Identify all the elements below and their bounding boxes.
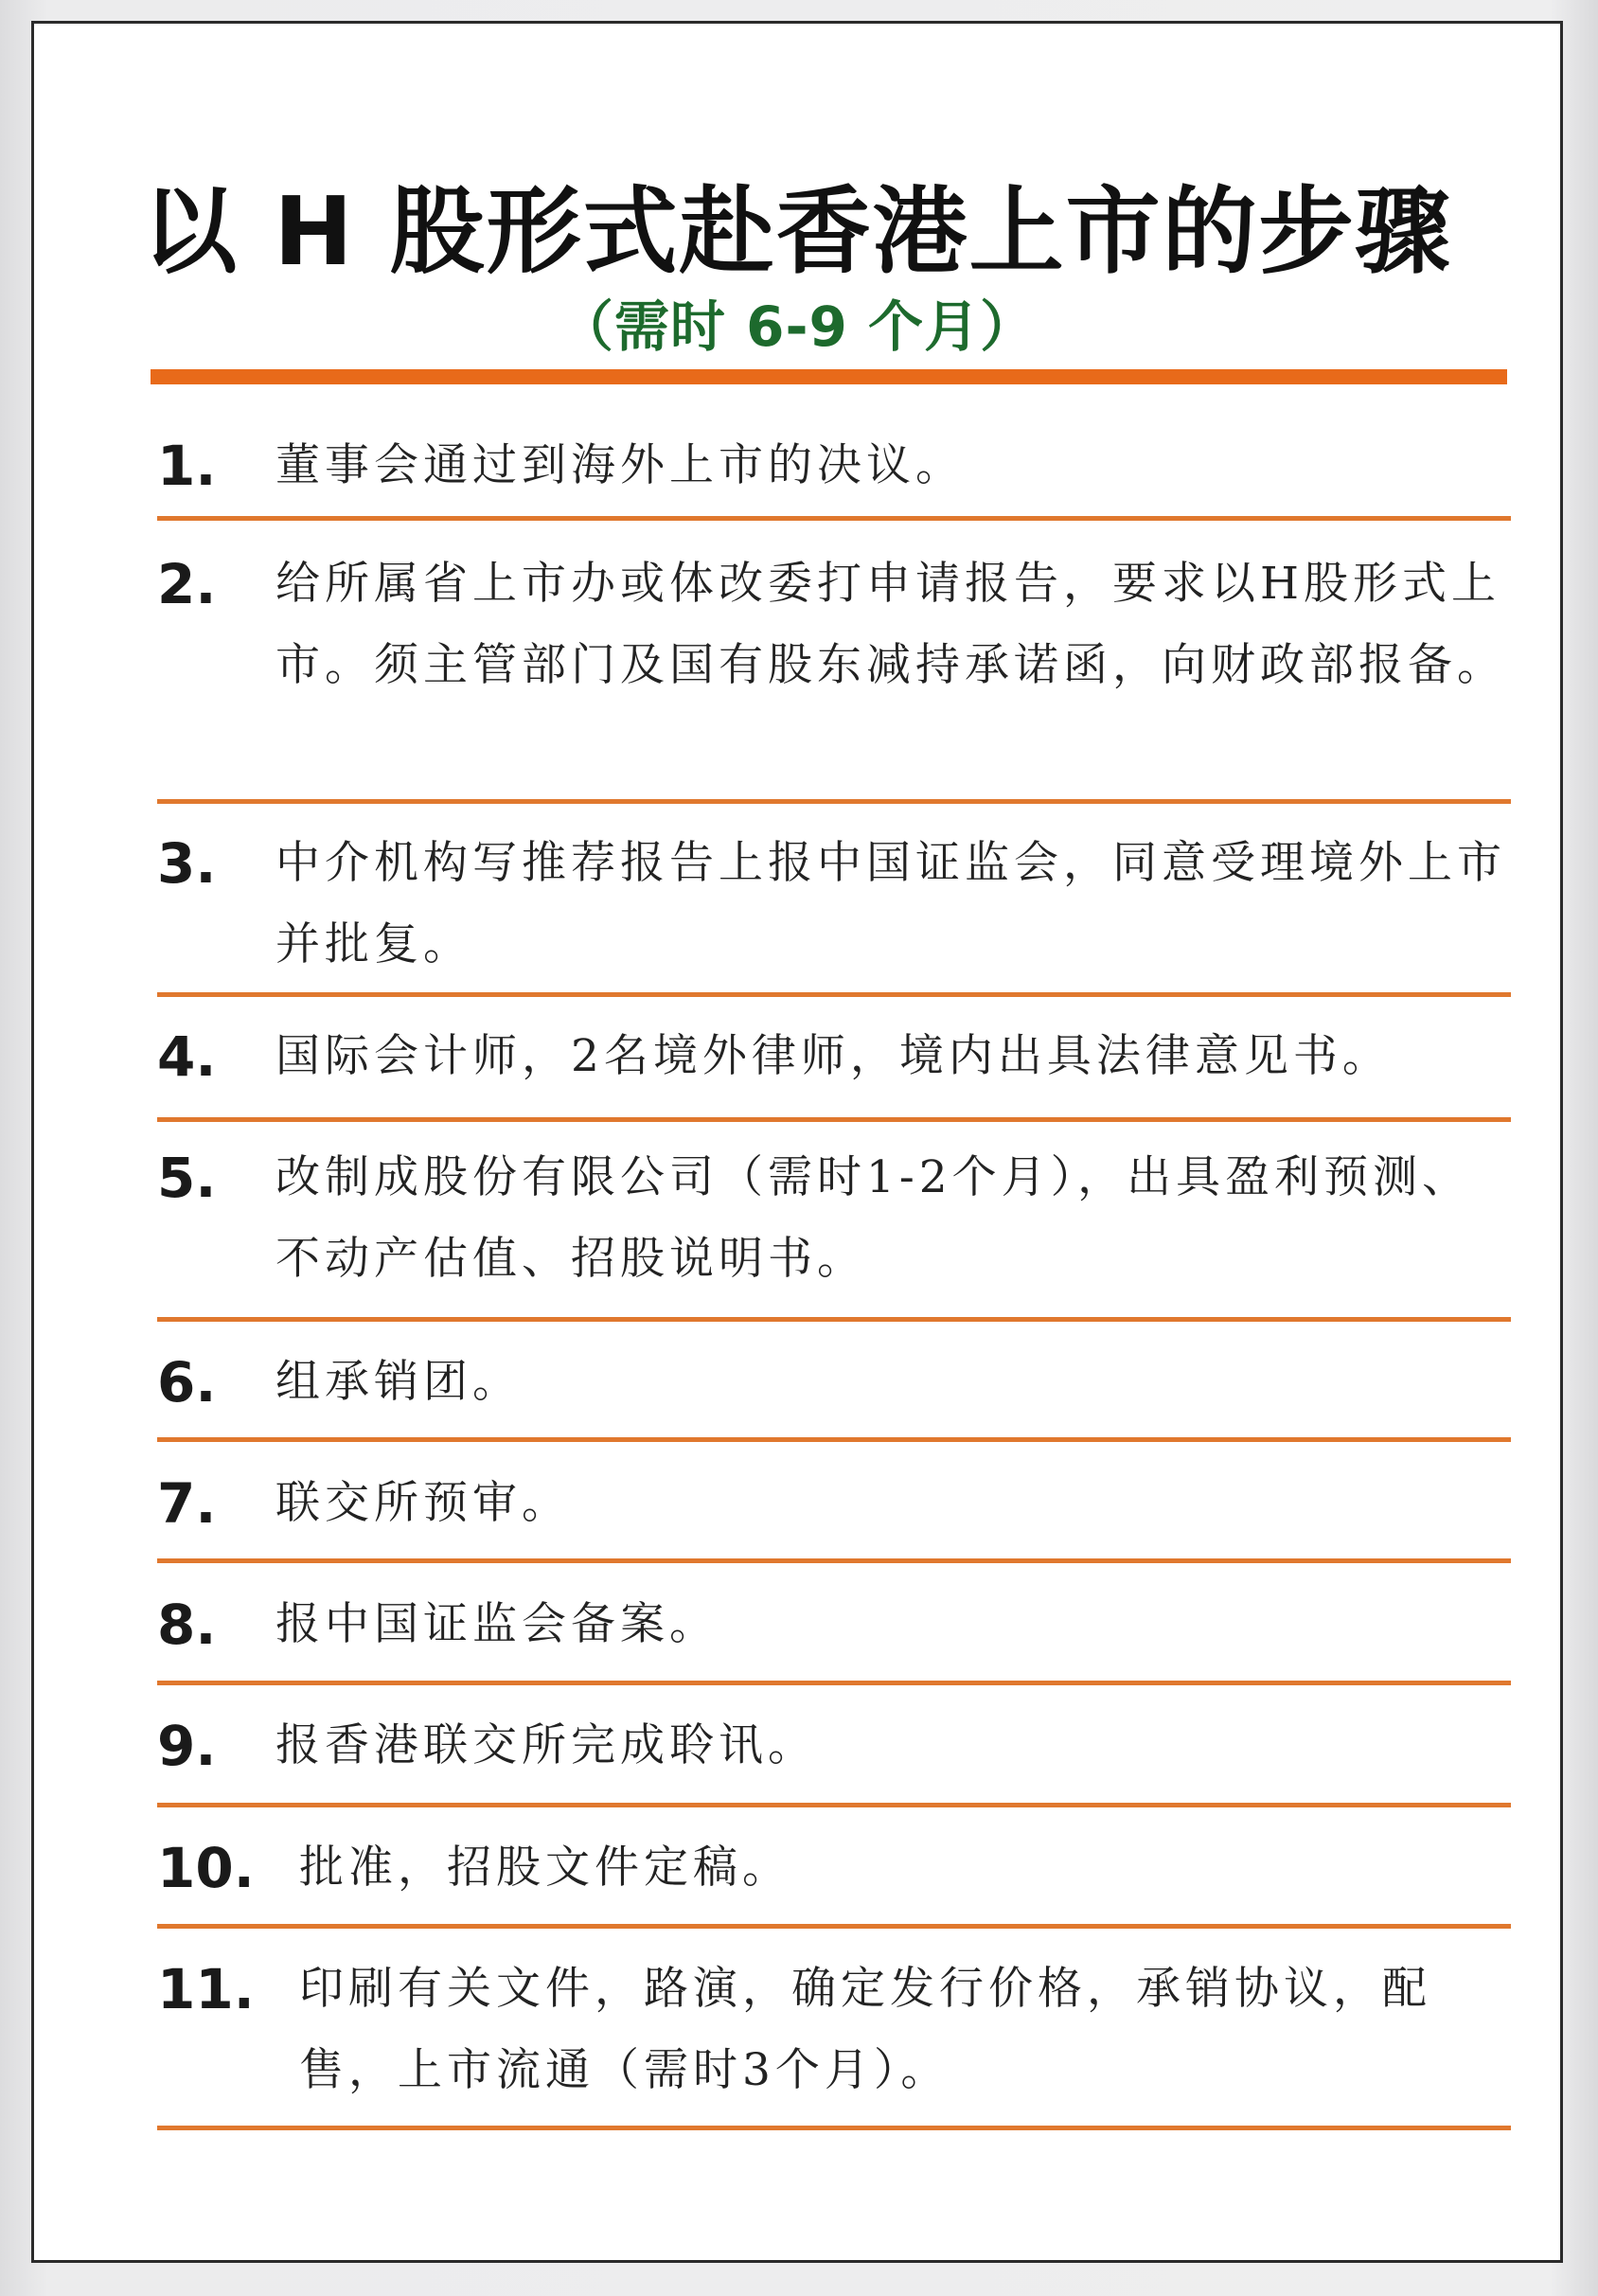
step-number: 8. (157, 1593, 217, 1657)
page-title: 以 H 股形式赴香港上市的步骤 (142, 176, 1452, 287)
step-11 (157, 1941, 1511, 2140)
step-divider (157, 1117, 1511, 1122)
step-text: 报香港联交所完成聆讯。 (275, 1719, 817, 1771)
step-text: 印刷有关文件，路演，确定发行价格，承销协议，配售，上市流通（需时3个月）。 (299, 1963, 1431, 2096)
step-text: 改制成股份有限公司（需时1-2个月），出具盈利预测、不动产估值、招股说明书。 (275, 1151, 1472, 1285)
step-divider (157, 2126, 1511, 2130)
step-5 (157, 1131, 1511, 1330)
step-divider (157, 1803, 1511, 1807)
step-text: 董事会通过到海外上市的决议。 (275, 439, 965, 491)
step-number: 4. (157, 1024, 217, 1089)
step-10 (157, 1820, 1511, 1938)
step-text: 联交所预审。 (275, 1477, 571, 1529)
step-number: 1. (157, 434, 217, 498)
step-4 (157, 1010, 1511, 1129)
title-divider (151, 369, 1507, 384)
step-number: 10. (157, 1836, 255, 1900)
step-text: 组承销团。 (275, 1356, 522, 1408)
step-divider (157, 1924, 1511, 1929)
page-subtitle: （需时 6-9 个月） (558, 294, 1037, 359)
step-6 (157, 1334, 1511, 1452)
step-text: 国际会计师，2名境外律师，境内出具法律意见书。 (275, 1030, 1392, 1082)
step-number: 6. (157, 1350, 217, 1415)
step-number: 9. (157, 1714, 217, 1778)
step-divider (157, 799, 1511, 804)
step-divider (157, 516, 1511, 521)
step-1 (157, 421, 1511, 524)
step-divider (157, 1437, 1511, 1442)
step-number: 3. (157, 831, 217, 896)
step-2 (157, 538, 1511, 812)
step-text: 给所属省上市办或体改委打申请报告，要求以H股形式上市。须主管部门及国有股东减持承诺函，向财政部报备。 (275, 558, 1506, 691)
step-text: 批准，招股文件定稿。 (299, 1842, 791, 1894)
step-divider (157, 992, 1511, 997)
step-divider (157, 1317, 1511, 1322)
step-number: 2. (157, 552, 217, 616)
step-number: 5. (157, 1146, 217, 1210)
step-3 (157, 817, 1511, 1006)
step-text: 报中国证监会备案。 (275, 1598, 719, 1650)
step-divider (157, 1681, 1511, 1685)
step-9 (157, 1698, 1511, 1816)
step-8 (157, 1576, 1511, 1695)
step-number: 11. (157, 1957, 255, 2021)
step-divider (157, 1558, 1511, 1563)
step-text: 中介机构写推荐报告上报中国证监会，同意受理境外上市并批复。 (275, 837, 1506, 970)
step-number: 7. (157, 1471, 217, 1536)
step-7 (157, 1455, 1511, 1574)
document-frame (31, 21, 1563, 2263)
